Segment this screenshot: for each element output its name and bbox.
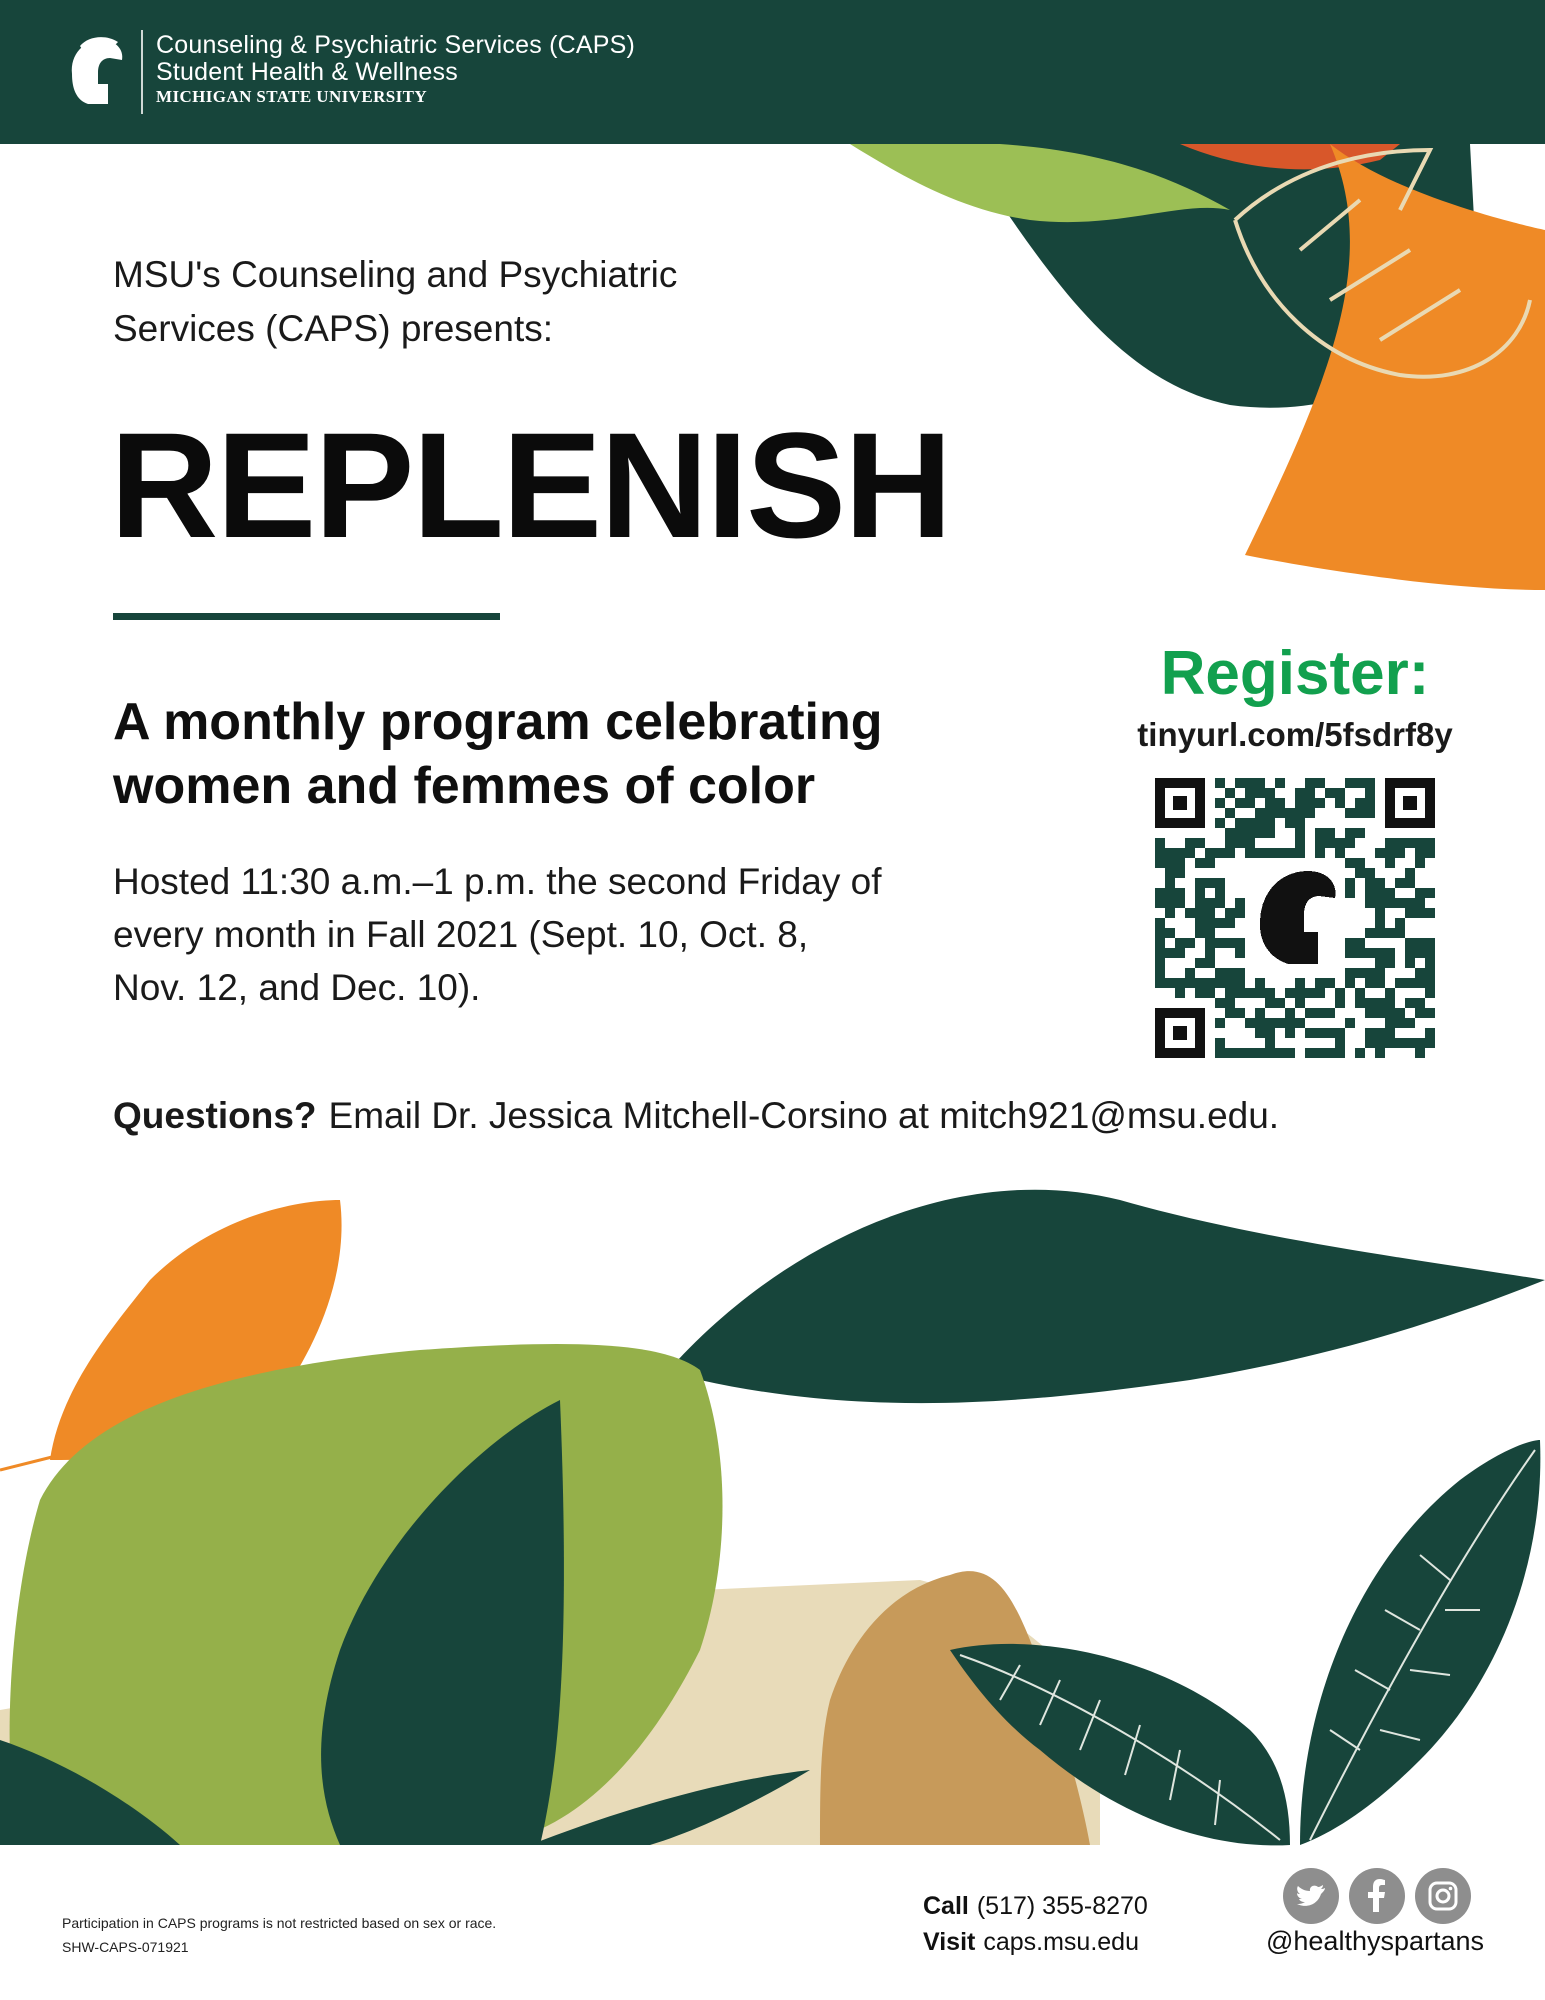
footer-disclaimer <box>62 1911 496 1959</box>
questions-label: Questions? <box>113 1095 317 1136</box>
orange-leaf-stem <box>0 1455 60 1470</box>
register-url[interactable]: tinyurl.com/5fsdrf8y <box>1137 716 1453 753</box>
social-handle[interactable]: @healthyspartans <box>1265 1926 1485 1956</box>
big-dark-leaf <box>660 1190 1545 1403</box>
header-divider <box>141 30 143 114</box>
hosted-line-1: Hosted 11:30 a.m.–1 p.m. the second Friday of <box>113 861 882 902</box>
header-university: MICHIGAN STATE UNIVERSITY <box>156 87 428 106</box>
phone-number[interactable]: (517) 355-8270 <box>976 1892 1148 1920</box>
header-text <box>156 32 635 108</box>
tall-dark-leaf-right <box>1300 1440 1540 1845</box>
instagram-icon[interactable] <box>1415 1868 1471 1924</box>
header-bar <box>0 0 1545 144</box>
subtitle-line-2: women and femmes of color <box>113 757 816 815</box>
event-subtitle <box>113 690 1073 818</box>
website-link[interactable]: caps.msu.edu <box>983 1928 1139 1956</box>
questions-line <box>113 1092 1279 1140</box>
intro-line-2: Services (CAPS) presents: <box>113 308 554 349</box>
spartan-helmet-icon <box>62 34 128 110</box>
questions-text[interactable]: Email Dr. Jessica Mitchell-Corsino at mitch921@msu.edu. <box>328 1095 1280 1136</box>
intro-text <box>113 248 873 356</box>
header-line-1: Counseling & Psychiatric Services (CAPS) <box>156 31 635 59</box>
hosted-line-2: every month in Fall 2021 (Sept. 10, Oct. 8, <box>113 914 809 955</box>
header-line-2: Student Health & Wellness <box>156 58 458 86</box>
register-heading: Register: <box>1160 639 1430 708</box>
social-icons <box>1283 1868 1473 1926</box>
hosted-line-3: Nov. 12, and Dec. 10). <box>113 967 481 1008</box>
title-rule <box>113 613 500 620</box>
disclaimer-text: Participation in CAPS programs is not restricted based on sex or race. <box>62 1915 497 1931</box>
intro-line-1: MSU's Counseling and Psychiatric <box>113 254 678 295</box>
call-label: Call <box>923 1892 969 1920</box>
hosted-details <box>113 855 1043 1014</box>
contact-info <box>923 1888 1148 1960</box>
qr-code-icon[interactable] <box>1155 778 1435 1058</box>
visit-label: Visit <box>923 1928 976 1956</box>
subtitle-line-1: A monthly program celebrating <box>113 693 883 751</box>
facebook-icon[interactable] <box>1349 1868 1405 1924</box>
twitter-icon[interactable] <box>1283 1868 1339 1924</box>
document-code: SHW-CAPS-071921 <box>62 1939 189 1955</box>
event-title: REPLENISH <box>110 401 951 569</box>
